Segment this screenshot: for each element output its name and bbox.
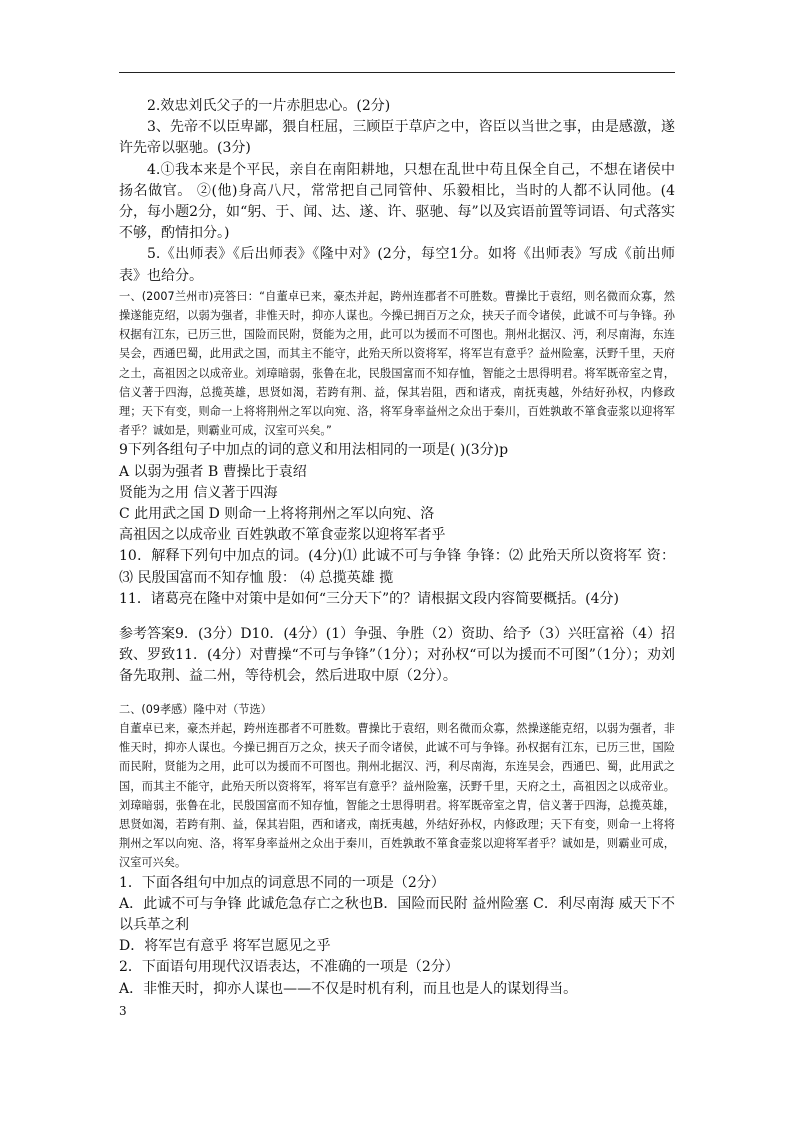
question-b1-option-d: D．将军岂有意乎 将军岂愿见之乎: [119, 938, 331, 955]
question-9-option-ab: A 以弱为强者 B 曹操比于袁绍: [119, 463, 307, 480]
question-10: 10．解释下列句中加点的词。(4分)⑴ 此诚不可与争锋 争锋：⑵ 此殆天所以资将军 资：⑶ 民殷国富而不知存恤 殷： ⑷ 总揽英雄 揽: [119, 548, 675, 586]
header-rule: [119, 72, 675, 73]
answer-3: 3、先帝不以臣卑鄙，猥自枉屈，三顾臣于草庐之中，咨臣以当世之事，由是感激，遂许先帝以驱驰。(3分): [119, 119, 675, 157]
answer-5: 5.《出师表》《后出师表》《隆中对》(2分，每空1分。如将《出师表》写成《前出师表》也给分。: [119, 246, 675, 284]
document-body: [119, 96, 675, 1000]
question-9-option-cd: C 此用武之国 D 则命一上将将荆州之军以向宛、洛: [119, 506, 435, 523]
question-b1: 1．下面各组句中加点的词意思不同的一项是（2分）: [119, 874, 445, 891]
page-number: 3: [119, 1004, 127, 1018]
section-1-passage: 一、(2007兰州市)亮答曰：“自董卓已来，豪杰并起，跨州连郡者不可胜数。曹操比于袁绍，则名微而众寡，然操遂能克绍，以弱为强者，非惟天时，抑亦人谋也。今操已拥百万之众，挟天子而令诸侯，此诚不可与争锋。孙权据有江东，已历三世，国险而民附，贤能为之用，此可以为援而不可图也。荆州北据汉、沔，利尽南海，东连吴会，西通巴蜀，此用武之国，而其主不能守，此殆天所以资将军，将军岂有意乎？益州险塞，沃野千里，天府之土，高祖因之以成帝业。刘璋暗弱，张鲁在北，民殷国富而不知存恤，智能之士思得明君。将军既帝室之胄，信义著于四海，总揽英雄，思贤如渴，若跨有荆、益，保其岩阻，西和诸戎，南抚夷越，外结好孙权，内修政理；天下有变，则命一上将将荆州之军以向宛、洛，将军身率益州之众出于秦川，百姓孰敢不箪食壶浆以迎将军者乎？诚如是，则霸业可成，汉室可兴矣。”: [119, 289, 675, 438]
question-b2: 2．下面语句用现代汉语表达，不准确的一项是（2分）: [119, 959, 459, 976]
reference-answer: 参考答案9．(3分）D10．(4分）(1）争强、争胜（2）资助、给予（3）兴旺富裕（4）招致、罗致11．(4分）对曹操“不可与争锋”（1分）；对孙权“可以为援而不可图”（1分）；劝刘备先取荆、益二州，等待机会，然后进取中原（2分）。: [119, 626, 675, 685]
question-9-option-cd-2: 高祖因之以成帝业 百姓孰敢不箪食壶浆以迎将军者乎: [119, 527, 446, 544]
question-9-option-ab-2: 贤能为之用 信义著于四海: [119, 484, 278, 501]
question-11: 11．诸葛亮在隆中对策中是如何“三分天下”的？请根据文段内容简要概括。(4分): [119, 590, 619, 607]
question-b2-option-a: A．非惟天时，抑亦人谋也——不仅是时机有利，而且也是人的谋划得当。: [119, 980, 578, 997]
question-b1-options-abc: A．此诚不可与争锋 此诚危急存亡之秋也B．国险而民附 益州险塞 C．利尽南海 威天下不以兵革之利: [119, 895, 675, 933]
question-9: 9下列各组句子中加点的词的意义和用法相同的一项是( )(3分)p: [119, 442, 509, 459]
section-2-passage: 自董卓已来，豪杰并起，跨州连郡者不可胜数。曹操比于袁绍，则名微而众寡，然操遂能克绍，以弱为强者，非惟天时，抑亦人谋也。今操已拥百万之众，挟天子而令诸侯，此诚不可与争锋。孙权据有江东，已历三世，国险而民附，贤能为之用，此可以为援而不可图也。荆州北据汉、沔，利尽南海，东连吴会，西通巴、蜀，此用武之国，而其主不能守，此殆天所以资将军，将军岂有意乎？益州险塞，沃野千里，天府之土，高祖因之以成帝业。刘璋暗弱，张鲁在北，民殷国富而不知存恤，智能之士思得明君。将军既帝室之胄，信义著于四海，总揽英雄，思贤如渴，若跨有荆、益，保其岩阻，西和诸戎，南抚夷越，外结好孙权，内修政理；天下有变，则命一上将将荆州之军以向宛、洛，将军身率益州之众出于秦川，百姓孰敢不箪食壶浆以迎将军者乎？诚如是，则霸业可成，汉室可兴矣。: [119, 721, 675, 870]
answer-4: 4.①我本来是个平民，亲自在南阳耕地，只想在乱世中苟且保全自己，不想在诸侯中扬名做官。 ②(他)身高八尺，常常把自己同管仲、乐毅相比，当时的人都不认同他。(4分，每小题2分，如“躬、于、闻、达、遂、许、驱驰、每”以及宾语前置等词语、句式落实不够，酌情扣分。): [119, 161, 675, 242]
answer-2: 2.效忠刘氏父子的一片赤胆忠心。(2分): [147, 98, 391, 114]
section-2-heading: 二、(09孝感）隆中对（节选）: [119, 702, 272, 716]
